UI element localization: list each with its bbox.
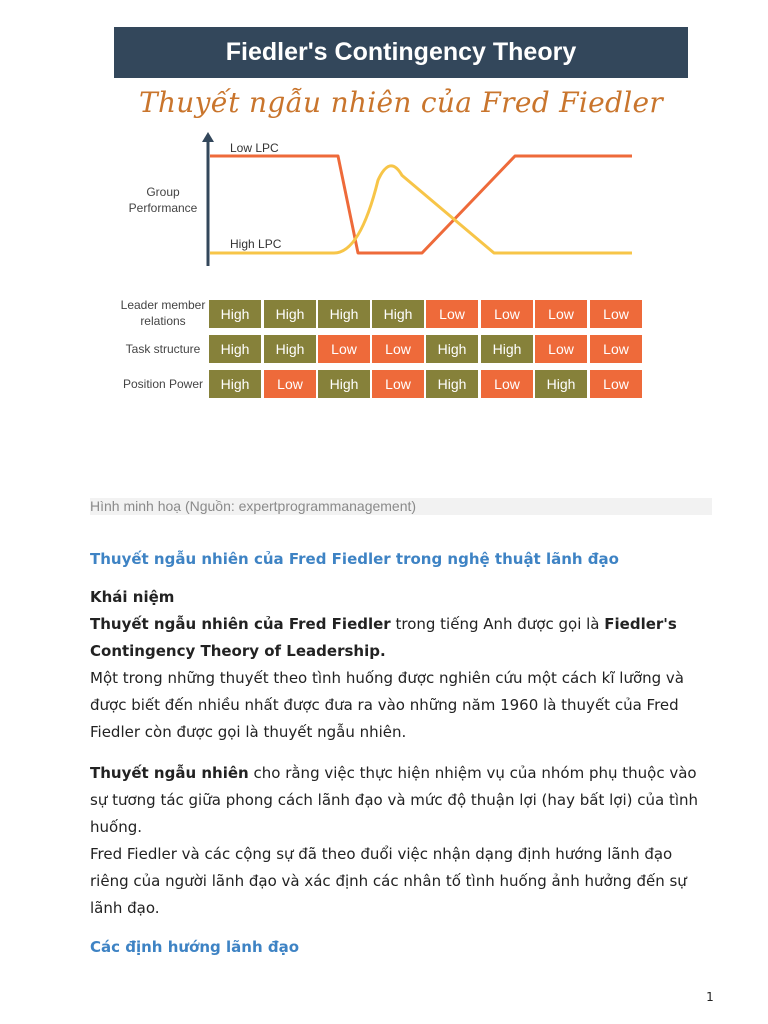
table-cell: Low — [318, 335, 370, 363]
concept-block — [90, 584, 700, 746]
para1-line: Fiedler còn được gọi là thuyết ngẫu nhiên. — [90, 723, 407, 741]
para1-line: Một trong những thuyết theo tình huống được nghiên cứu một cách kĩ lưỡng và — [90, 669, 685, 687]
section-heading: Thuyết ngẫu nhiên của Fred Fiedler trong nghệ thuật lãnh đạo — [90, 550, 619, 568]
para2-line: Thuyết ngẫu nhiên cho rằng việc thực hiện nhiệm vụ của nhóm phụ thuộc vào — [90, 764, 697, 782]
subheading: Các định hướng lãnh đạo — [90, 938, 300, 956]
para1-line: được biết đến nhiều nhất được đưa ra vào những năm 1960 là thuyết của Fred — [90, 696, 679, 714]
table-cell: Low — [481, 370, 533, 398]
series-label-low-lpc: Low LPC — [230, 141, 279, 155]
table-cell: Low — [535, 300, 587, 328]
table-cell: High — [264, 335, 316, 363]
table-cell: Low — [264, 370, 316, 398]
table-row-label: Task structure — [125, 342, 201, 356]
performance-chart — [0, 0, 768, 300]
table-cell: High — [372, 300, 424, 328]
figure-title: Fiedler's Contingency Theory — [114, 27, 688, 78]
figure-subtitle: Thuyết ngẫu nhiên của Fred Fiedler — [138, 85, 664, 119]
para3-line: lãnh đạo. — [90, 899, 160, 917]
para3-line: riêng của người lãnh đạo và xác định các nhân tố tình huống ảnh hưởng đến sự — [90, 872, 687, 890]
table-cell: Low — [590, 300, 642, 328]
y-axis-arrow — [202, 132, 214, 142]
para2-line: huống. — [90, 818, 142, 836]
para3-line: Fred Fiedler và các cộng sự đã theo đuổi việc nhận dạng định hướng lãnh đạo — [90, 845, 673, 863]
table-cell: Low — [535, 335, 587, 363]
page-number: 1 — [706, 990, 714, 1004]
table-cell: Low — [372, 335, 424, 363]
concept-title: Khái niệm — [90, 588, 175, 606]
table-cell: High — [264, 300, 316, 328]
concept-line-1: Thuyết ngẫu nhiên của Fred Fiedler trong tiếng Anh được gọi là Fiedler's — [90, 615, 677, 633]
table-cell: Low — [590, 370, 642, 398]
table-cell: High — [318, 300, 370, 328]
table-cell: High — [318, 370, 370, 398]
table-cell: Low — [426, 300, 478, 328]
table-cell: Low — [372, 370, 424, 398]
table-cell: High — [209, 370, 261, 398]
table-cell: Low — [481, 300, 533, 328]
concept-term-english: Contingency Theory of Leadership. — [90, 642, 386, 660]
table-cell: High — [535, 370, 587, 398]
table-cell: High — [209, 300, 261, 328]
para2-line: sự tương tác giữa phong cách lãnh đạo và mức độ thuận lợi (hay bất lợi) của tình — [90, 791, 699, 809]
image-caption: Hình minh hoạ (Nguồn: expertprogrammanagement) — [90, 498, 712, 515]
table-cell: High — [209, 335, 261, 363]
table-row-label: Leader member relations — [120, 298, 206, 328]
table-cell: High — [426, 335, 478, 363]
table-cell: High — [426, 370, 478, 398]
table-cell: Low — [590, 335, 642, 363]
table-cell: High — [481, 335, 533, 363]
series-label-high-lpc: High LPC — [230, 237, 282, 251]
y-axis-label: Group Performance — [128, 185, 198, 215]
table-row-label: Position Power — [122, 377, 204, 391]
paragraph-2 — [90, 760, 700, 922]
